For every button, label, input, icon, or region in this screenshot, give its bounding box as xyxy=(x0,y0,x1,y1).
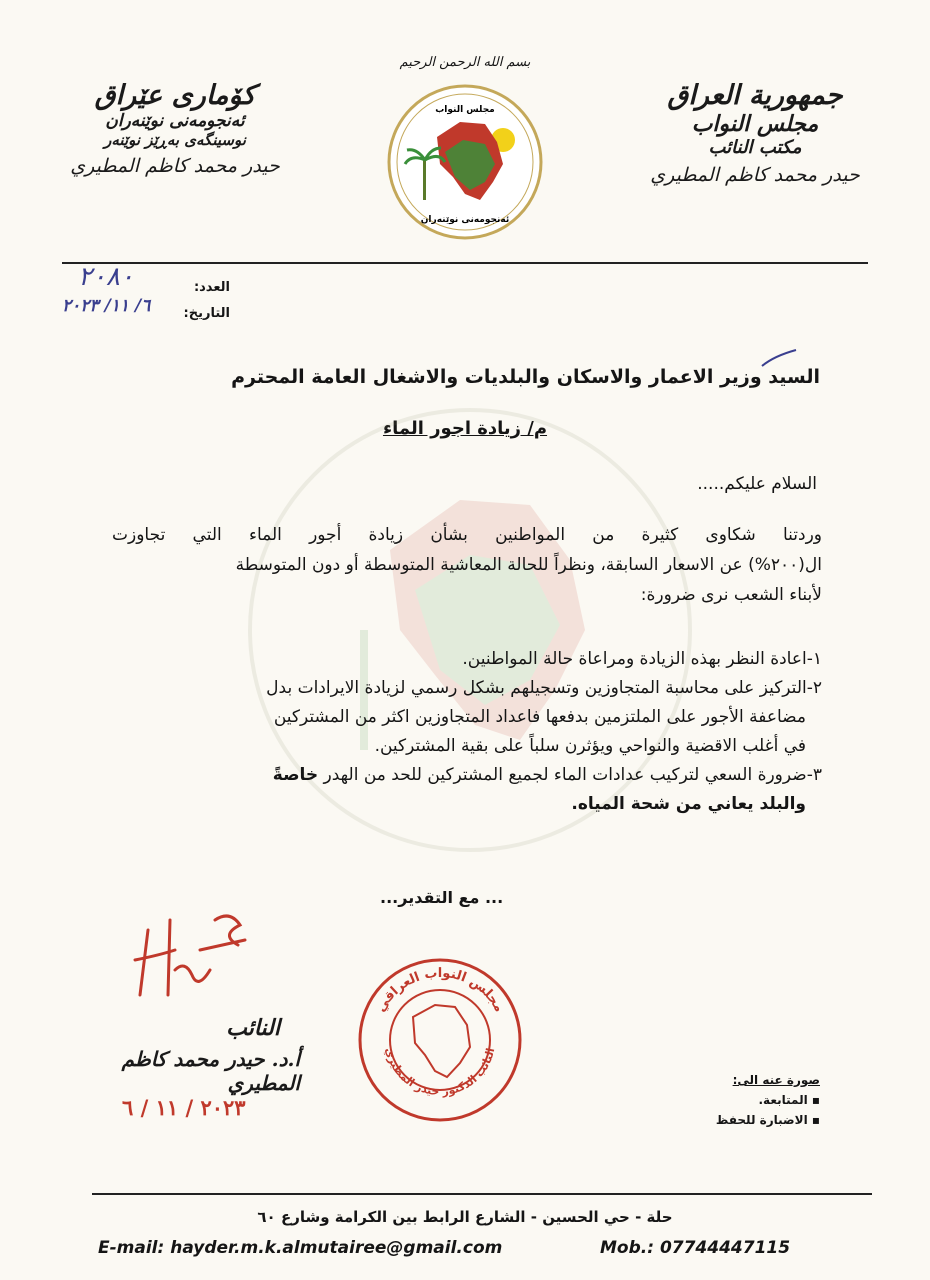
paragraph-line: لأبناء الشعب نرى ضرورة: xyxy=(640,585,822,605)
recipient: السيد وزير الاعمار والاسكان والبلديات والاشغال العامة المحترم xyxy=(231,366,820,388)
header-divider xyxy=(62,262,868,264)
official-stamp xyxy=(355,955,525,1125)
logo-top-text: مجلس النواب xyxy=(435,105,495,115)
signatory-title: النائب xyxy=(226,1015,280,1041)
logo-bottom-text: ئەنجومەنی نوێنەران xyxy=(420,215,510,225)
list-item-continuation: مضاعفة الأجور على الملتزمين بدفعها فاعداد المتجاوزين اكثر من المشتركين xyxy=(273,707,806,727)
footer-address: حلة - حي الحسين - الشارع الرابط بين الكرامة وشارع ٦٠ xyxy=(257,1208,673,1226)
header-left xyxy=(60,80,290,177)
footer-mobile: Mob.: 07744447115 xyxy=(600,1238,791,1258)
cc-block xyxy=(620,1073,820,1127)
council-name: مجلس النواب xyxy=(691,111,819,137)
body-paragraph xyxy=(112,520,822,610)
signature-block xyxy=(70,1015,300,1095)
signatory-prefix: أ.د. xyxy=(271,1047,300,1071)
signature-date: ٢٠٢٣ / ١١ / ٦ xyxy=(122,1095,246,1120)
mp-name: حيدر محمد كاظم المطيري xyxy=(650,164,860,186)
cc-title: صورة عنه الى: xyxy=(732,1073,820,1087)
stamp-inner-text: النائب الدكتور حيدر المطيري xyxy=(382,1046,498,1099)
list-item: ١-اعادة النظر بهذه الزيادة ومراعاة حالة المواطنين. xyxy=(462,649,822,669)
greeting: السلام عليكم..... xyxy=(697,474,817,494)
footer-divider xyxy=(92,1193,872,1195)
header-right xyxy=(640,80,870,186)
list-item: ٣-ضرورة السعي لتركيب عدادات الماء لجميع المشتركين للحد من الهدر خاصةً xyxy=(272,765,822,785)
parliament-logo xyxy=(385,82,545,242)
office-name: مكتب النائب xyxy=(708,137,802,158)
mp-name-kurdish: حیدر محمد کاظم المطیري xyxy=(70,155,280,177)
signatory-name: حيدر محمد كاظم المطيري xyxy=(121,1047,300,1095)
country-name: جمهورية العراق xyxy=(667,80,843,111)
date-label: التاريخ: xyxy=(183,306,230,321)
handwritten-signature xyxy=(120,900,260,1010)
requests-list xyxy=(102,645,822,819)
date-value: ٦/ ١١/ ٢٠٢٣ xyxy=(62,296,151,316)
country-name-kurdish: کۆماری عێراق xyxy=(94,80,256,111)
number-value: ٢٠٨٠ xyxy=(78,262,134,292)
stamp-outer-text: مجلس النواب العراقي xyxy=(373,965,507,1015)
footer-email: E-mail: hayder.m.k.almutairee@gmail.com xyxy=(98,1238,503,1258)
list-item: ٢-التركيز على محاسبة المتجاوزين وتسجيلهم بشكل رسمي لزيادة الايرادات بدل xyxy=(266,678,822,698)
subject: م/ زيادة اجور الماء xyxy=(382,418,548,439)
basmala: بسم الله الرحمن الرحيم xyxy=(399,55,531,70)
paragraph-line: وردتنا شكاوى كثيرة من المواطنين بشأن زيادة أجور الماء التي تجاوزت xyxy=(112,525,822,545)
council-name-kurdish: ئەنجومەنی نوێنەران xyxy=(105,111,245,131)
svg-text:النائب الدكتور حيدر المطيري xyxy=(383,1046,498,1098)
office-name-kurdish: نوسینگەی بەڕێز نوێنەر xyxy=(104,131,246,149)
number-label: العدد: xyxy=(193,280,230,295)
cc-item: ▪ المتابعة. xyxy=(758,1093,820,1107)
cc-item: ▪ الاضبارة للحفظ xyxy=(715,1113,820,1127)
iraq-map-icon xyxy=(413,1005,470,1077)
paragraph-line: ال(٢٠٠%) عن الاسعار السابقة، ونظراً للحالة المعاشية المتوسطة أو دون المتوسطة xyxy=(235,555,822,575)
closing: ... مع التقدير... xyxy=(380,888,504,907)
list-item-continuation: في أغلب الاقضية والنواحي ويؤثرن سلباً على بقية المشتركين. xyxy=(374,736,806,756)
list-item-continuation: والبلد يعاني من شحة المياه. xyxy=(571,794,806,814)
